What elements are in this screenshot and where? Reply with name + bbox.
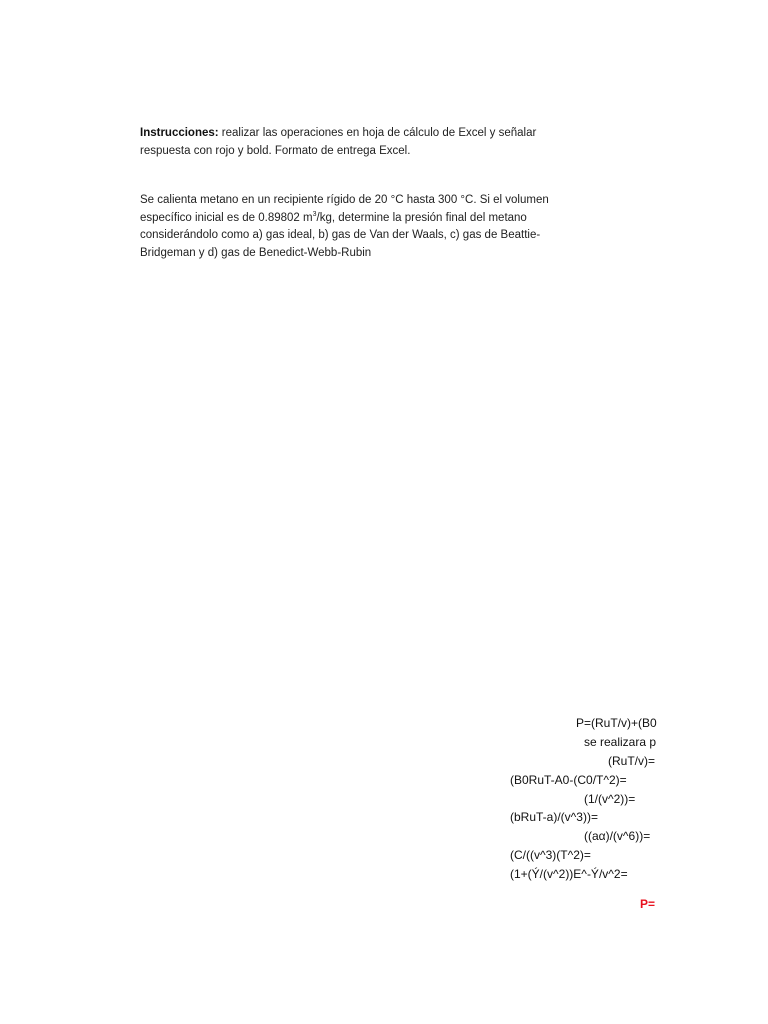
instructions-text: realizar las operaciones en hoja de cálculo de Excel y señalar respuesta con rojo y bold. Formato de entrega Excel. xyxy=(140,127,537,157)
formula-inverse-v2: (1/(v^2))= xyxy=(584,792,636,806)
formula-gamma-term: (1+(Ý/(v^2))E^-Ý/v^2= xyxy=(510,867,628,881)
formula-pressure-partial: P=(RuT/v)+(B0 xyxy=(576,716,657,730)
problem-text-part2: /kg, determine la presión final del metano considerándolo como a) gas ideal, b) gas de Van der Waals, c) gas de Beattie-Bridgeman y d) gas de Benedict-Webb-Rubin xyxy=(140,211,541,259)
instructions-paragraph xyxy=(140,124,590,160)
instructions-label: Instrucciones: xyxy=(140,127,219,139)
formula-a-alpha-term: ((aα)/(v^6))= xyxy=(584,829,651,843)
problem-superscript: 3 xyxy=(312,210,317,218)
answer-label: P= xyxy=(640,897,656,911)
formula-rut-v: (RuT/v)= xyxy=(608,754,656,768)
formula-c-term: (C/((v^3)(T^2)= xyxy=(510,848,591,862)
formula-b0rut-term: (B0RuT-A0-(C0/T^2)= xyxy=(510,773,627,787)
problem-statement xyxy=(140,192,590,262)
problem-text-part1: Se calienta metano en un recipiente rígido de 20 °C hasta 300 °C. Si el volumen específico inicial es de 0.89802 m xyxy=(140,194,549,224)
formula-note: se realizara p xyxy=(584,735,657,749)
formula-brut-term: (bRuT-a)/(v^3))= xyxy=(510,810,598,824)
